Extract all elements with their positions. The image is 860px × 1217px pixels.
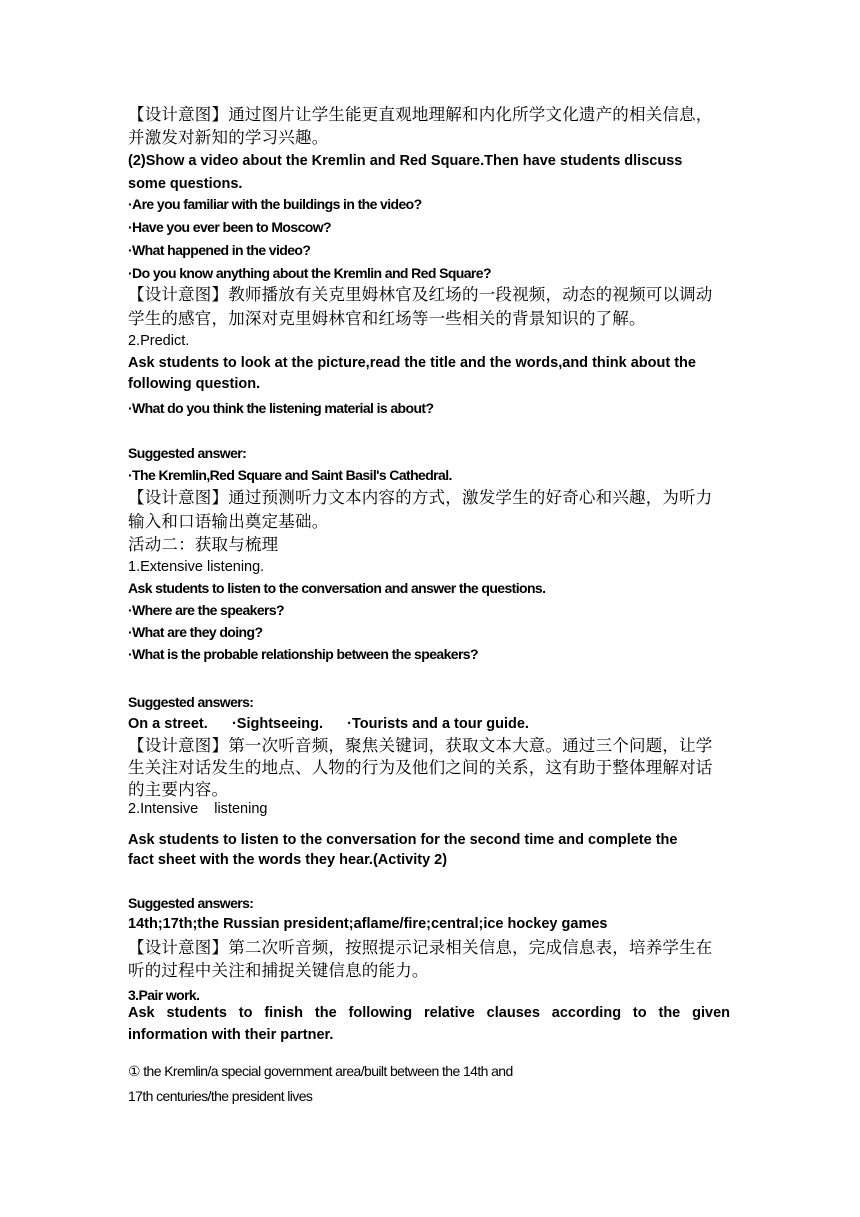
suggested-answers-label-3: Suggested answers: [128,895,254,911]
design-intent-1b: 并激发对新知的学习兴趣。 [128,128,329,147]
design-intent-4a: 【设计意图】第一次听音频，聚焦关键词，获取文本大意。通过三个问题，让学 [128,736,713,755]
step-2-video: (2)Show a video about the Kremlin and Red Square.Then have students dliscuss [128,153,683,169]
suggested-answers-3: 14th;17th;the Russian president;aflame/fire;central;ice hockey games [128,916,608,932]
question-relationship: ·What is the probable relationship between the speakers? [128,646,478,662]
suggested-answer-label-1: Suggested answer: [128,445,247,461]
predict-instruction-cont: following question. [128,376,261,392]
design-intent-3b: 输入和口语输出奠定基础。 [128,512,329,531]
extensive-instruction: Ask students to listen to the conversation and answer the questions. [128,580,546,596]
clause-1: ① the Kremlin/a special government area/built between the 14th and [128,1063,513,1079]
question-doing: ·What are they doing? [128,624,263,640]
design-intent-5a: 【设计意图】第二次听音频，按照提示记录相关信息，完成信息表，培养学生在 [128,938,713,957]
design-intent-5b: 听的过程中关注和捕捉关键信息的能力。 [128,961,429,980]
question-familiar: ·Are you familiar with the buildings in the video? [128,196,422,212]
step-2-video-cont: some questions. [128,176,243,192]
predict-question: ·What do you think the listening material is about? [128,400,434,416]
suggested-answers-2: On a street. ·Sightseeing. ·Tourists and a tour guide. [128,716,529,732]
design-intent-2b: 学生的感官，加深对克里姆林官和红场等一些相关的背景知识的了解。 [128,309,646,328]
design-intent-4c: 的主要内容。 [128,780,229,799]
pair-work-heading: 3.Pair work. [128,987,200,1003]
design-intent-3a: 【设计意图】通过预测听力文本内容的方式，激发学生的好奇心和兴趣，为听力 [128,488,713,507]
design-intent-4b: 生关注对话发生的地点、人物的行为及他们之间的关系，这有助于整体理解对话 [128,758,713,777]
question-moscow: ·Have you ever been to Moscow? [128,219,331,235]
predict-instruction: Ask students to look at the picture,read the title and the words,and think about the [128,355,696,371]
intensive-instruction-cont: fact sheet with the words they hear.(Activity 2) [128,852,448,868]
pair-work-instruction-cont: information with their partner. [128,1027,334,1043]
activity-2-heading: 活动二：获取与梳理 [128,535,279,554]
intensive-instruction: Ask students to listen to the conversation for the second time and complete the [128,832,678,848]
extensive-listening-heading: 1.Extensive listening. [128,559,265,575]
predict-heading: 2.Predict. [128,333,190,349]
suggested-answer-1: ·The Kremlin,Red Square and Saint Basil's Cathedral. [128,467,452,483]
design-intent-1a: 【设计意图】通过图片让学生能更直观地理解和内化所学文化遗产的相关信息， [128,105,713,124]
clause-1-cont: 17th centuries/the president lives [128,1088,313,1104]
question-where: ·Where are the speakers? [128,602,285,618]
question-kremlin: ·Do you know anything about the Kremlin and Red Square? [128,265,491,281]
design-intent-2a: 【设计意图】教师播放有关克里姆林官及红场的一段视频，动态的视频可以调动 [128,285,713,304]
pair-work-instruction: Ask students to finish the following relative clauses according to the given [128,1005,730,1021]
suggested-answers-label-2: Suggested answers: [128,694,254,710]
question-happened: ·What happened in the video? [128,242,311,258]
intensive-listening-heading: 2.Intensive listening [128,801,268,817]
